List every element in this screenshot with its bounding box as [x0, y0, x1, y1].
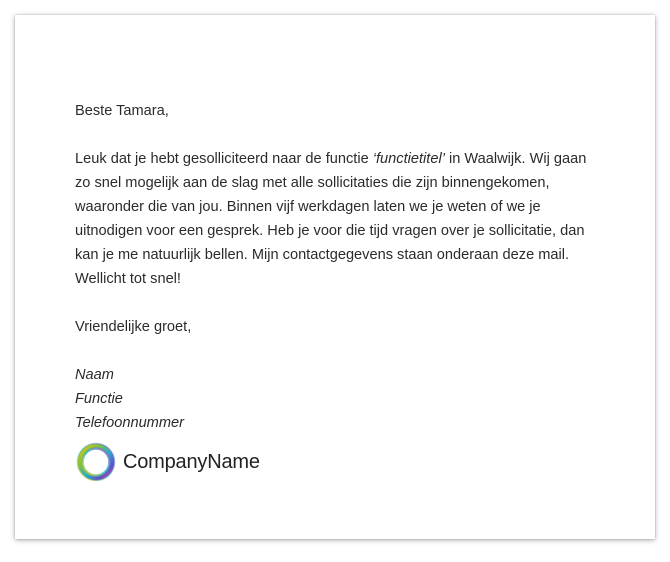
company-name: CompanyName [123, 450, 260, 473]
quote-close: ’ [441, 151, 445, 167]
email-body [75, 99, 605, 435]
signature-name: Naam [75, 367, 114, 383]
message-text-end: in Waalwijk. Wij gaan zo snel mogelijk aan de slag met alle sollicitaties die zijn binnengekomen, waaronder die van jou. Binnen vijf werkdagen laten we je weten of we je uitnodigen voor een gesprek. Heb je voor die tijd vragen over je sollicitatie, dan kan je me natuurlijk bellen. Mijn contactgegevens staan onderaan deze mail. Wellicht tot snel! [75, 151, 587, 287]
role-placeholder: functietitel [376, 151, 442, 167]
signature-phone: Telefoonnummer [75, 415, 184, 431]
company-logo [75, 441, 260, 483]
message-text-start: Leuk dat je hebt gesolliciteerd naar de functie [75, 151, 373, 167]
greeting: Beste Tamara, [75, 103, 169, 119]
quote-open: ‘ [372, 151, 376, 167]
message-paragraph [75, 147, 605, 291]
closing: Vriendelijke groet, [75, 319, 192, 335]
ring-logo-icon [75, 441, 117, 483]
email-page [15, 15, 655, 539]
signature-role: Functie [75, 391, 123, 407]
